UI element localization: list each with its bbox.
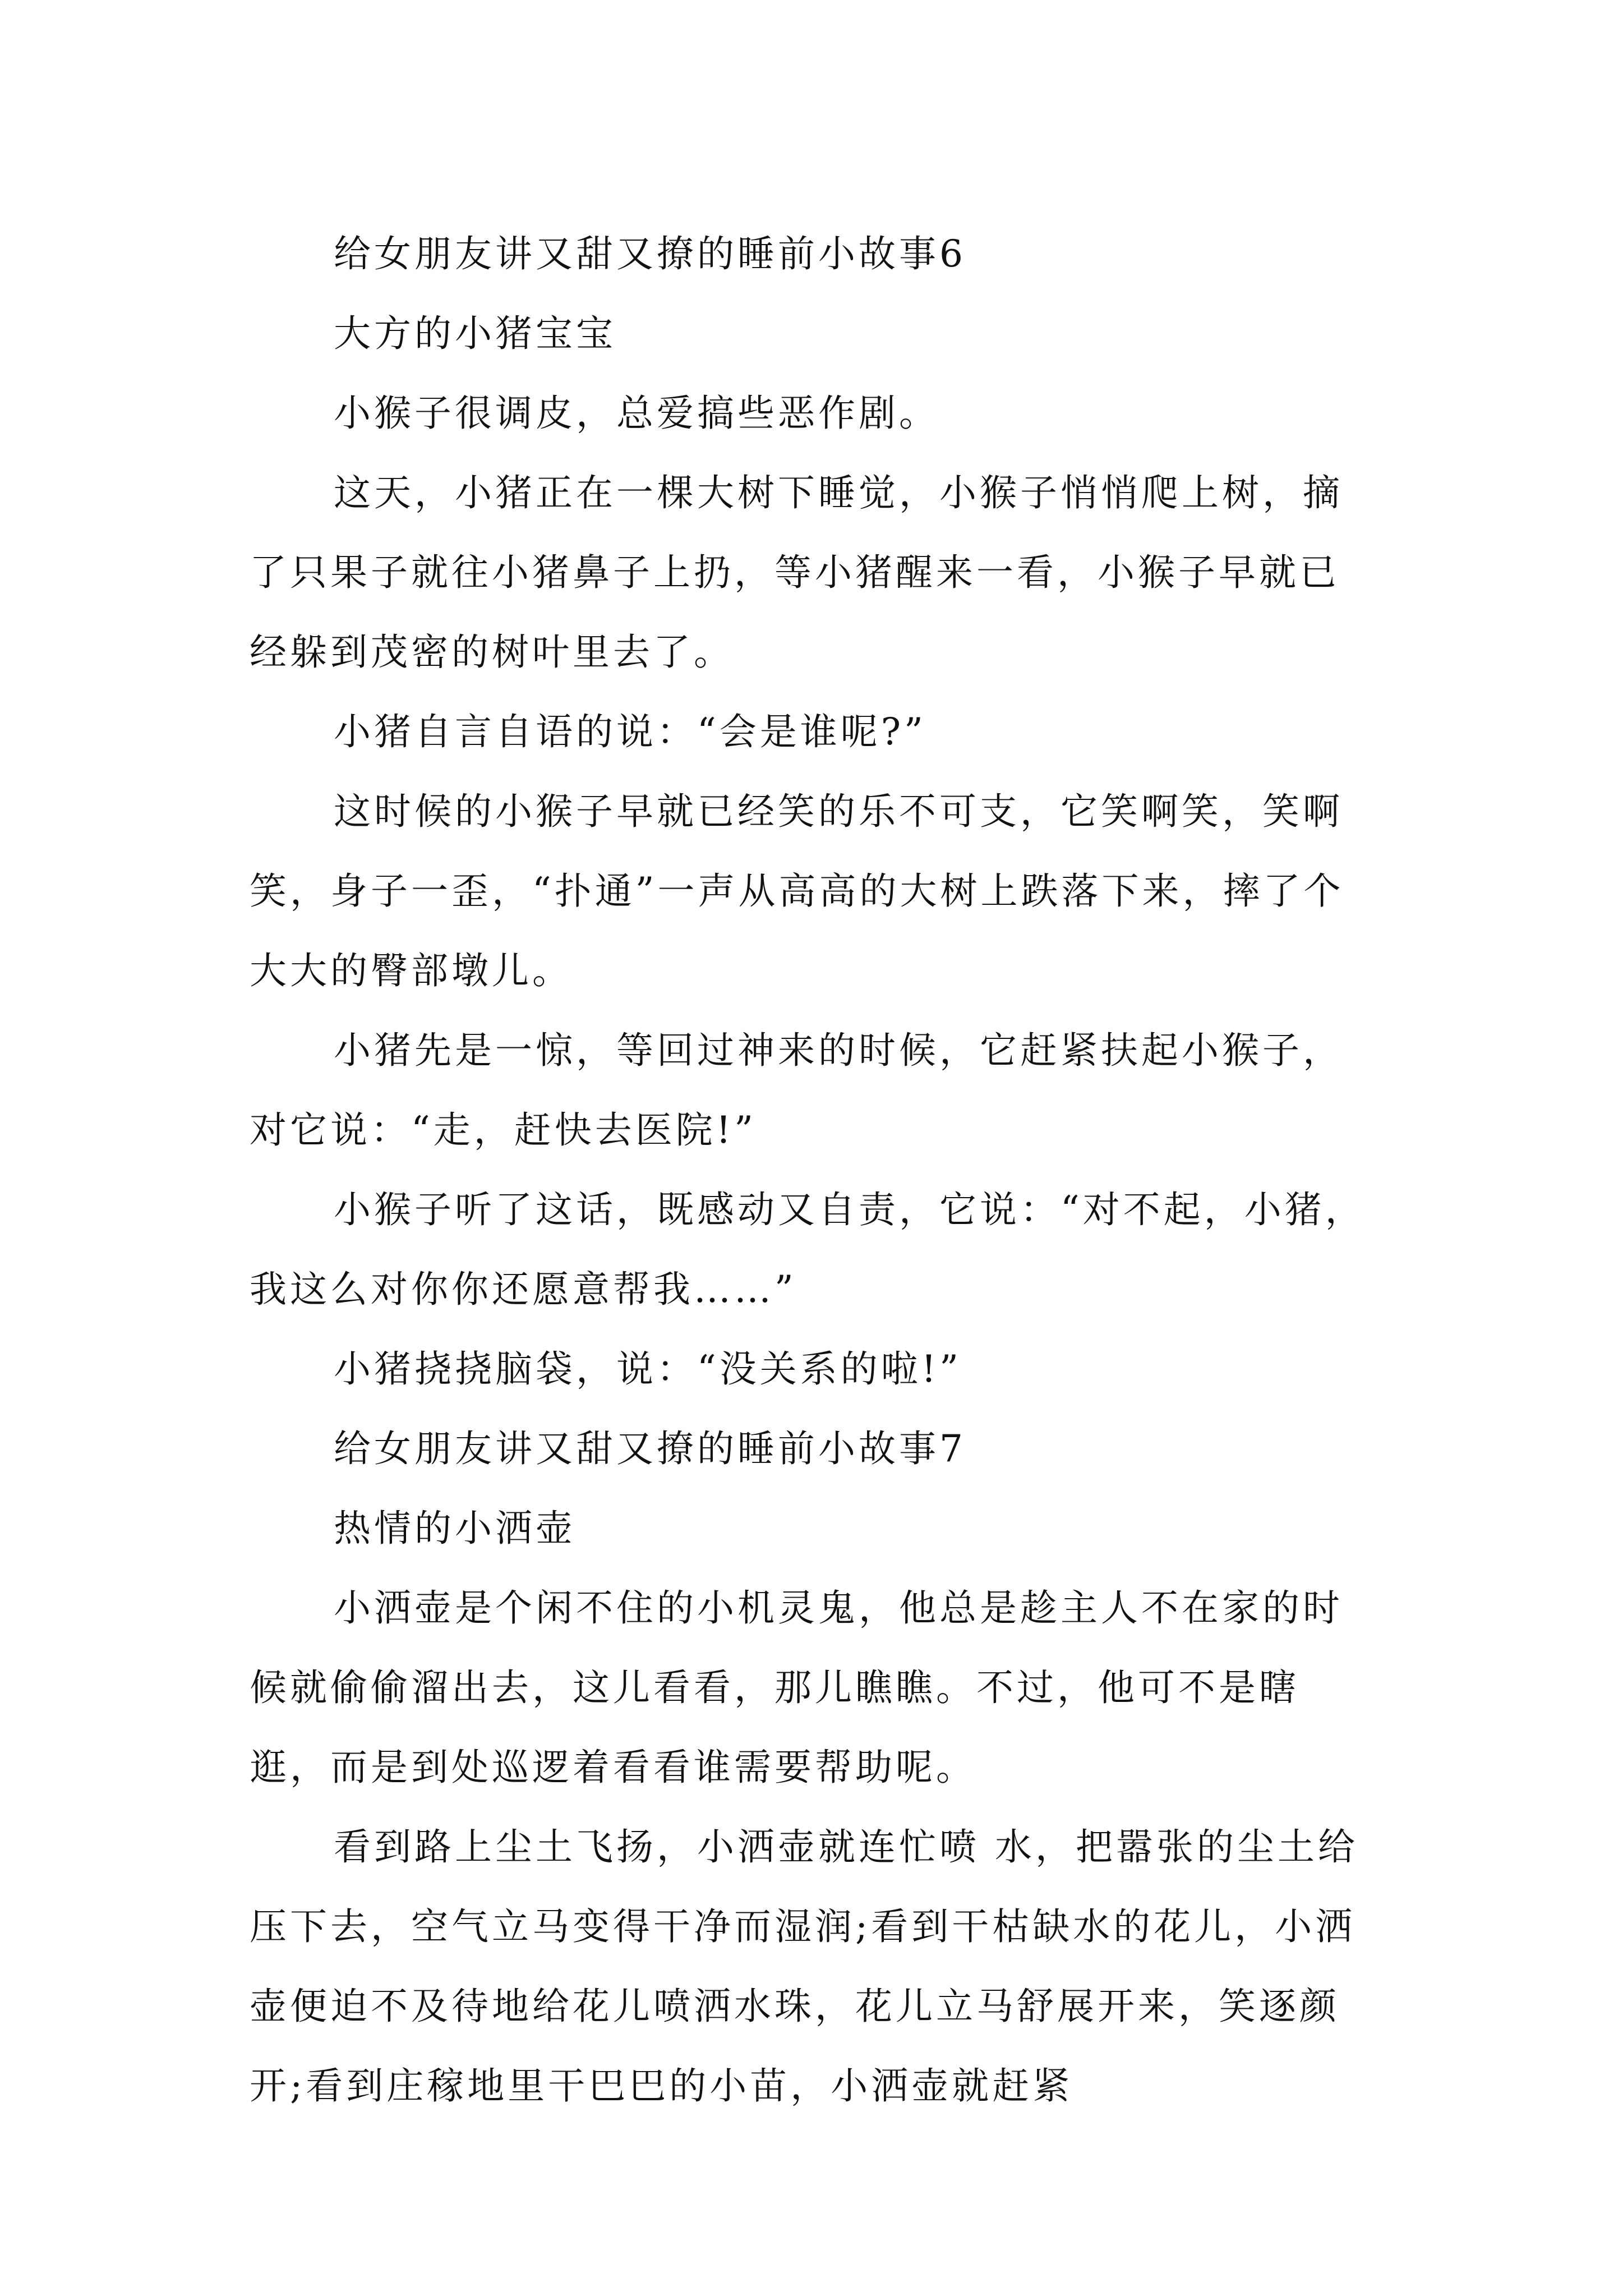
story-title-watering-can: 热情的小洒壶 <box>334 1507 576 1550</box>
story-title-pig: 大方的小猪宝宝 <box>334 312 616 355</box>
document-body <box>250 214 1371 2126</box>
story-heading-7: 给女朋友讲又甜又撩的睡前小故事7 <box>334 1427 966 1470</box>
paragraph: 小猪自言自语的说：“会是谁呢?” <box>334 710 926 753</box>
paragraph: 小洒壶是个闲不住的小机灵鬼，他总是趁主人不在家的时候就偷偷溜出去，这儿看看，那儿瞧瞧。不过，他可不是瞎逛，而是到处巡逻着看看谁需要帮助呢。 <box>250 1586 1343 1789</box>
paragraph: 这时候的小猴子早就已经笑的乐不可支，它笑啊笑，笑啊笑，身子一歪，“扑通”一声从高高的大树上跌落下来，摔了个大大的臀部墩儿。 <box>250 790 1344 992</box>
paragraph: 小猴子听了这话，既感动又自责，它说：“对不起，小猪，我这么对你你还愿意帮我……” <box>250 1188 1366 1311</box>
paragraph: 看到路上尘土飞扬，小洒壶就连忙喷 水，把嚣张的尘土给压下去，空气立马变得干净而湿润;看到干枯缺水的花儿，小洒壶便迫不及待地给花儿喷洒水珠，花儿立马舒展开来，笑逐颜开;看到庄稼地里干巴巴的小苗，小洒壶就赶紧 <box>250 1825 1358 2108</box>
story-heading-6: 给女朋友讲又甜又撩的睡前小故事6 <box>334 232 966 275</box>
paragraph: 小猪先是一惊，等回过神来的时候，它赶紧扶起小猴子，对它说：“走，赶快去医院!” <box>250 1029 1343 1152</box>
paragraph: 这天，小猪正在一棵大树下睡觉，小猴子悄悄爬上树，摘了只果子就往小猪鼻子上扔，等小猪醒来一看，小猴子早就已经躲到茂密的树叶里去了。 <box>250 471 1343 674</box>
paragraph: 小猪挠挠脑袋，说：“没关系的啦!” <box>334 1347 962 1391</box>
paragraph: 小猴子很调皮，总爱搞些恶作剧。 <box>334 392 939 435</box>
